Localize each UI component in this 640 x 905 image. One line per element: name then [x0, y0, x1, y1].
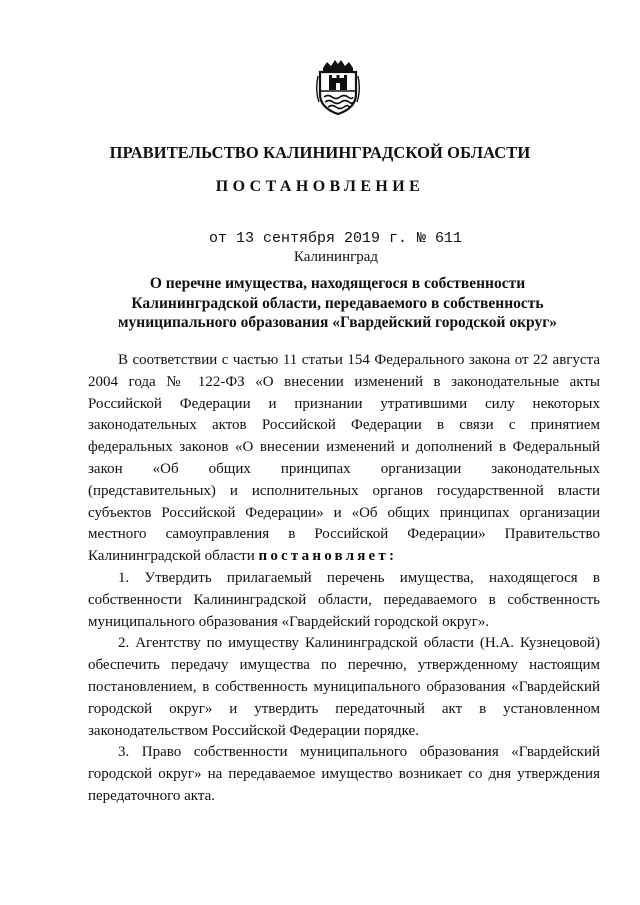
government-name: ПРАВИТЕЛЬСТВО КАЛИНИНГРАДСКОЙ ОБЛАСТИ — [109, 143, 531, 162]
clause-text: 2. Агентству по имуществу Калининградской области (Н.А. Кузнецовой) обеспечить передачу имущества по перечню, утвержденному настоящим постановлением, в собственность муниципального образования «Гвардейский городской округ» и утвердить передаточный акт в установленном законодательством Российской Федерации порядке. — [88, 635, 600, 739]
clause-3-paragraph — [88, 742, 600, 807]
decree-body — [88, 350, 600, 808]
clause-text: 1. Утвердить прилагаемый перечень имущества, находящегося в собственности Калининградской области, передаваемого в собственность муниципального образования «Гвардейский городской округ». — [88, 569, 600, 630]
clause-1-paragraph — [88, 568, 600, 633]
preamble-paragraph — [88, 350, 600, 568]
city: Калининград — [293, 249, 379, 265]
subject-line: Калининградской области, передаваемого в собственность — [131, 294, 544, 312]
decree-subject — [0, 274, 640, 333]
decree-operative-word: постановляет: — [258, 548, 398, 565]
coat-of-arms-emblem — [315, 58, 361, 116]
clause-2-paragraph — [88, 633, 600, 742]
preamble-text: В соответствии с частью 11 статьи 154 Федерального закона от 22 августа 2004 года № 122-ФЗ «О внесении изменений в законодательные акты Российской Федерации и признании утратившими силу некоторых законодательных актов Российской Федерации в связи с принятием федеральных законов «О внесении изменений и дополнений в Федеральный закон «Об общих принципах организации законодательных (представительных) и исполнительных органов государственной власти субъектов Российской Федерации» и «Об общих принципах организации местного самоуправления в Российской Федерации» Правительство Калининградской области — [88, 352, 600, 565]
decree-date: от 13 сентября 2019 г. — [209, 230, 408, 247]
clause-text: 3. Право собственности муниципального образования «Гвардейский городской округ» на передаваемое имущество возникает со дня утверждения передаточного акта. — [88, 744, 600, 804]
subject-line: муниципального образования «Гвардейский городской округ» — [117, 314, 558, 331]
document-type: ПОСТАНОВЛЕНИЕ — [215, 178, 425, 195]
subject-line: О перечне имущества, находящегося в собственности — [149, 275, 526, 292]
date-number-line — [209, 230, 462, 247]
decree-number: № 611 — [417, 230, 463, 247]
